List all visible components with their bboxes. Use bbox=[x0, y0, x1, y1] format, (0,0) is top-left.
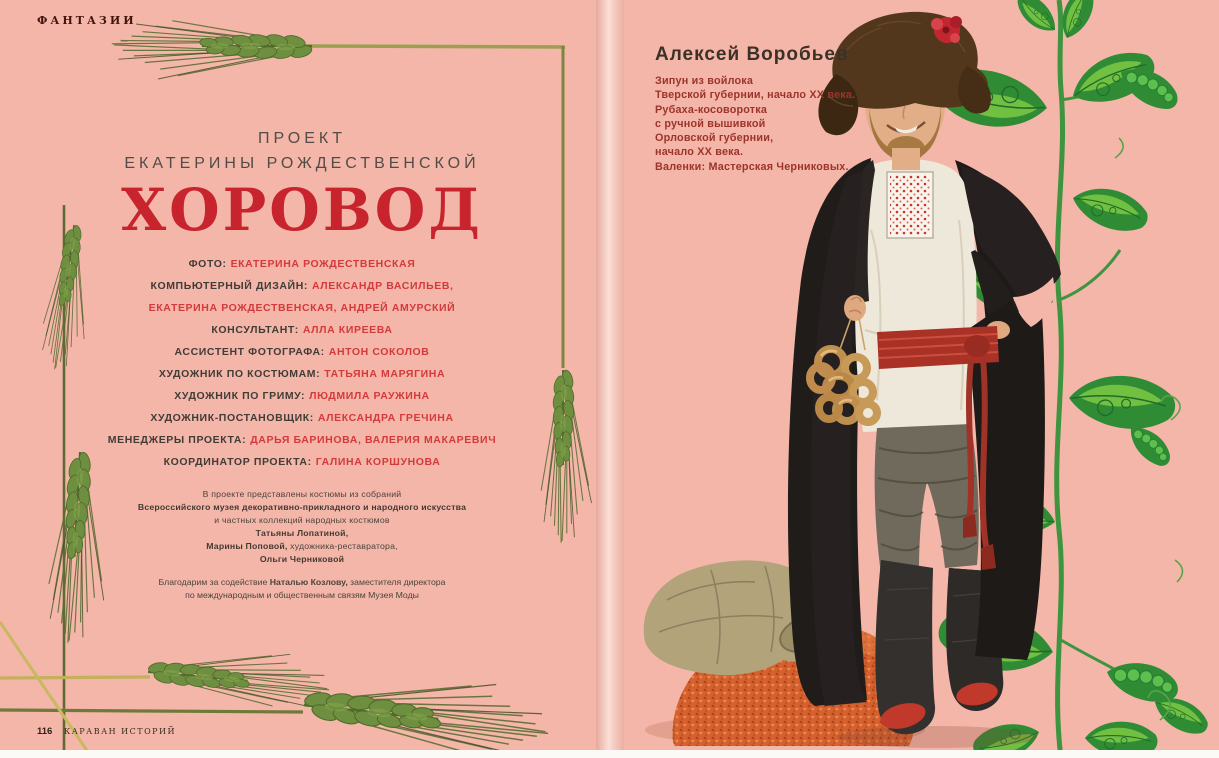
scan-edge bbox=[0, 750, 1219, 758]
credit-row: МЕНЕДЖЕРЫ ПРОЕКТА: ДАРЬЯ БАРИНОВА, ВАЛЕРИЯ МАКАРЕВИЧ bbox=[107, 434, 497, 446]
credit-row: ХУДОЖНИК ПО ГРИМУ: ЛЮДМИЛА РАУЖИНА bbox=[174, 390, 430, 402]
embroidered-bib bbox=[887, 172, 933, 238]
credit-row: ХУДОЖНИК-ПОСТАНОВЩИК: АЛЕКСАНДРА ГРЕЧИНА bbox=[150, 412, 454, 424]
page-title: ХОРОВОД bbox=[121, 176, 483, 244]
credit-row: КООРДИНАТОР ПРОЕКТА: ГАЛИНА КОРШУНОВА bbox=[163, 456, 441, 468]
model-name: Алексей Воробьев bbox=[655, 44, 849, 65]
credit-row: КОМПЬЮТЕРНЫЙ ДИЗАЙН: АЛЕКСАНДР ВАСИЛЬЕВ, bbox=[150, 280, 454, 292]
credit-row: АССИСТЕНТ ФОТОГРАФА: АНТОН СОКОЛОВ bbox=[174, 346, 430, 358]
project-line-2: ЕКАТЕРИНЫ РОЖДЕСТВЕНСКОЙ bbox=[124, 155, 480, 172]
credit-row: КОНСУЛЬТАНТ: АЛЛА КИРЕЕВА bbox=[211, 324, 393, 336]
project-subtitle bbox=[62, 126, 542, 176]
barley-head-bottom-1 bbox=[145, 642, 332, 711]
barley-head-bottom-2 bbox=[300, 665, 553, 758]
barley-head-right bbox=[541, 369, 591, 543]
credit-row: ФОТО: ЕКАТЕРИНА РОЖДЕСТВЕНСКАЯ bbox=[188, 258, 416, 270]
credits-list bbox=[62, 258, 542, 478]
collections-note: В проекте представлены костюмы из собраний Всероссийского музея декоративно-прикладного и народного искусства и частных коллекций народных костюмов Татьяны Лопатиной, Марины Поповой, художника-реставратора, Ольги Черниковой bbox=[137, 489, 467, 564]
page-gutter bbox=[596, 0, 624, 758]
credit-row: ХУДОЖНИК ПО КОСТЮМАМ: ТАТЬЯНА МАРЯГИНА bbox=[158, 368, 446, 380]
credit-row: ЕКАТЕРИНА РОЖДЕСТВЕНСКАЯ, АНДРЕЙ АМУРСКИЙ bbox=[148, 302, 456, 314]
magazine-name: КАРАВАН ИСТОРИЙ bbox=[64, 727, 176, 736]
page-number: 116 bbox=[37, 726, 53, 737]
costume-description: Зипун из войлока Тверской губернии, начало XX века. Рубаха-косоворотка с ручной вышивкой Орловской губернии, начало XX века. Валенки: Мастерская Черниковых. bbox=[655, 75, 856, 173]
masthead: ФАНТАЗИИ bbox=[37, 14, 137, 27]
thanks-note: Благодарим за содействие Наталью Козлову, заместителя директора по международным и общественным связям Музея Моды bbox=[158, 577, 446, 600]
barley-head-top bbox=[112, 21, 313, 79]
project-line-1: ПРОЕКТ bbox=[257, 130, 347, 147]
pants bbox=[875, 424, 979, 574]
